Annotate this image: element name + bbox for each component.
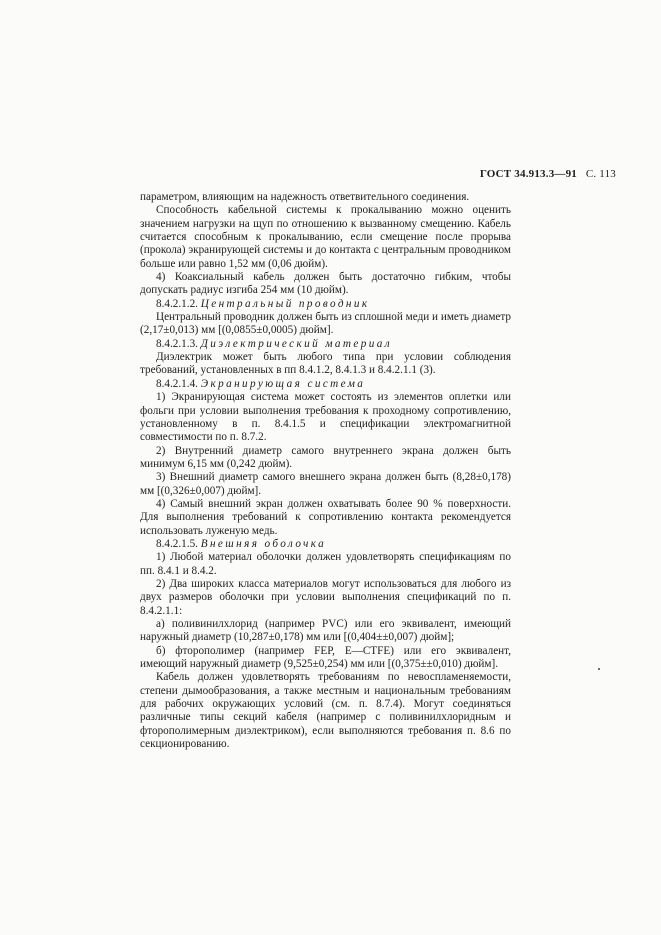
section-number: 8.4.2.1.5.: [156, 537, 198, 550]
paragraph: 3) Внешний диаметр самого внешнего экрана должен быть (8,28±0,178) мм [(0,326±0,007) дюйм].: [140, 471, 511, 497]
standard-number: ГОСТ 34.913.3—91: [479, 168, 577, 180]
section-title: Центральный проводник: [200, 297, 370, 310]
paragraph: параметром, влияющим на надежность ответвительного соединения.: [140, 191, 470, 203]
paragraph: 2) Два широких класса материалов могут использоваться для любого из двух размеров оболочки при условии выполнения спецификаций по п. 8.4.2.1.1:: [140, 577, 511, 617]
paragraph: Центральный проводник должен быть из сплошной меди и иметь диаметр (2,17±0,013) мм [(0,0855±0,0005) дюйм].: [140, 311, 511, 337]
section-title: Диэлектрический материал: [200, 337, 392, 350]
body-text: [140, 191, 511, 751]
paragraph: 2) Внутренний диаметр самого внутреннего экрана должен быть минимум 6,15 мм (0,242 дюйм).: [140, 444, 511, 470]
page-header: [380, 168, 616, 180]
section-title: Экранирующая система: [200, 377, 366, 390]
page-number: С. 113: [585, 168, 616, 180]
section-number: 8.4.2.1.4.: [156, 377, 198, 390]
paragraph: Кабель должен удовлетворять требованиям по невоспламеняемости, степени дымообразования, а также местным и национальным требованиям для рабочих окружающих условий (см. п. 8.7.4). Могут соединяться различные типы секций кабеля (например с поливинилхлоридным и фторополимерным диэлектриком), если выполняются требования п. 8.6 по секционированию.: [140, 671, 511, 751]
paragraph: Способность кабельной системы к прокалыванию можно оценить значением нагрузки на щуп по отношению к вызванному смещению. Кабель считается способным к прокалыванию, если смещение после прорыва (прокола) экранирующей системы и до контакта с центральным проводником больше или равно 1,52 мм (0,06 дюйм).: [140, 204, 511, 270]
section-number: 8.4.2.1.3.: [156, 337, 198, 350]
section-heading: [140, 338, 511, 351]
section-title: Внешняя оболочка: [200, 537, 327, 550]
paragraph: а) поливинилхлорид (например PVC) или его эквивалент, имеющий наружный диаметр (10,287±0,178) мм или [(0,404±±0,007) дюйм];: [140, 618, 511, 644]
section-number: 8.4.2.1.2.: [156, 297, 198, 310]
paragraph: 1) Экранирующая система может состоять из элементов оплетки или фольги при условии выполнения требования к проходному сопротивлению, установленному в п. 8.4.1.5 и спецификации электромагнитной совместимости по п. 8.7.2.: [140, 391, 511, 444]
paragraph: 4) Коаксиальный кабель должен быть достаточно гибким, чтобы допускать радиус изгиба 254 мм (10 дюйм).: [140, 271, 511, 297]
paragraph: Диэлектрик может быть любого типа при условии соблюдения требований, установленных в пп 8.4.1.2, 8.4.1.3 и 8.4.2.1.1 (3).: [140, 351, 511, 377]
section-heading: [140, 538, 511, 551]
paragraph: б) фторополимер (например FEP, E—CTFE) или его эквивалент, имеющий наружный диаметр (9,525±0,254) мм или [(0,375±±0,010) дюйм].: [140, 644, 511, 671]
paragraph: 1) Любой материал оболочки должен удовлетворять спецификациям по пп. 8.4.1 и 8.4.2.: [140, 551, 511, 577]
section-heading: [140, 298, 511, 311]
paragraph: 4) Самый внешний экран должен охватывать более 90 % поверхности. Для выполнения требований к сопротивлению контакта рекомендуется использовать луженую медь.: [140, 497, 511, 537]
scan-speck: [598, 668, 600, 670]
section-heading: [140, 378, 511, 391]
